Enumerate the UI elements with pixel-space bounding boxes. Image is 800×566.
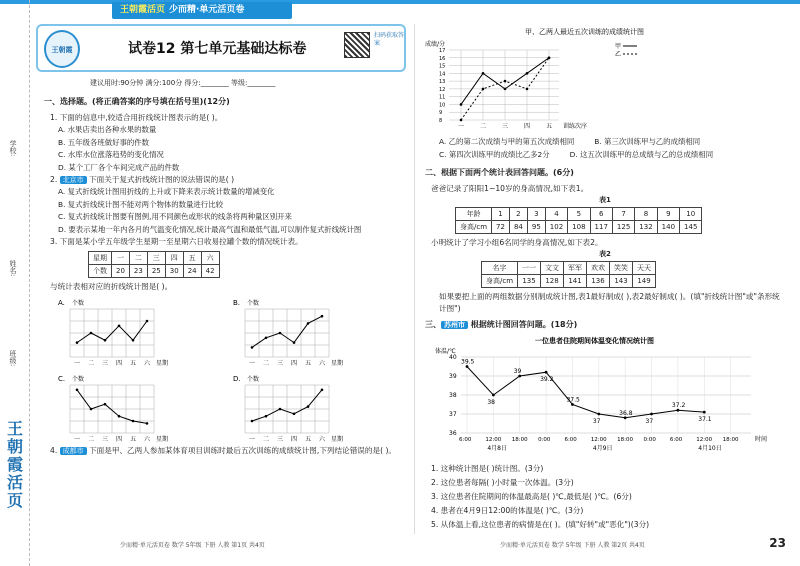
table1-row-cell: 125: [612, 221, 634, 234]
chart2-xlabel: 时间: [755, 436, 768, 443]
chart2-point: [677, 409, 680, 412]
school-label: 学校:: [9, 140, 17, 157]
table1-header-cell: 7: [612, 208, 634, 221]
chart1-legend: 乙: [615, 51, 622, 58]
chart2-point: [624, 416, 627, 419]
sec3-question-1: 1. 这种统计图是( )统计图。(3分): [431, 464, 544, 473]
chart-option-tick: 三: [277, 360, 284, 367]
q3-row-cell: 个数: [89, 265, 112, 278]
table1-row-cell: 108: [568, 221, 590, 234]
sec3-question-2: 2. 这位患者每隔( )小时量一次体温。(3分): [431, 478, 574, 487]
left-column: [44, 96, 409, 457]
q4-options-row1: [439, 136, 785, 149]
q1-option-b: B. 五年级各班做好事的件数: [58, 137, 150, 147]
binding-sidebar: [0, 0, 30, 566]
chart1-point: [460, 119, 463, 122]
table1-header-cell: 8: [635, 208, 657, 221]
chart-option-point: [321, 389, 324, 392]
chart2-point: [545, 371, 548, 374]
q2-city-tag: 北京市: [60, 176, 87, 184]
chart-option-point: [265, 337, 268, 340]
table1-header-cell: 年龄: [456, 208, 492, 221]
chart2-xtick: 6:00: [669, 437, 683, 443]
q4-text: 下面是甲、乙两人参加某体育项目训练时最后五次训练的成绩统计图,下列结论错误的是( )。: [89, 446, 396, 455]
chart-option-point: [118, 415, 121, 418]
chart-option-tick: 三: [102, 436, 109, 443]
chart2-xtick: 0:00: [538, 437, 551, 443]
table1-row-cell: 身高/cm: [456, 221, 492, 234]
chart2-point: [466, 365, 469, 368]
chart2-xtick: 18:00: [722, 437, 739, 443]
chart-option-tick: 六: [319, 436, 326, 443]
chart-option-point: [293, 413, 296, 416]
q3-row-cell: 20: [112, 265, 130, 278]
chart2-title: 一位患者住院期间体温变化情况统计图: [535, 337, 654, 345]
chart2-point: [571, 403, 574, 406]
chart2-xtick: 6:00: [564, 437, 577, 443]
q3-header-cell: 四: [165, 252, 183, 265]
chart2-data-label: 37: [645, 418, 654, 425]
chart-option-tick: 一: [249, 360, 256, 367]
q3-header-cell: 二: [129, 252, 147, 265]
chart-option-tick: 三: [102, 360, 109, 367]
chart1-xlabel: 训练次序: [563, 123, 588, 130]
q4-city-tag: 成都市: [60, 447, 87, 455]
chart2-point: [492, 394, 495, 397]
q4-option-a: A. 乙的第二次成绩与甲的第五次成绩相同: [439, 137, 575, 146]
chart-option-point: [104, 339, 107, 342]
q1-option-a: A. 水果店卖出各种水果的数量: [58, 125, 157, 134]
table2-header-cell: 文文: [541, 262, 564, 275]
table2-row-cell: 141: [564, 275, 587, 288]
chart1-point: [482, 88, 485, 91]
brand-badge: 王朝霞: [44, 30, 80, 68]
chart2-data-label: 38: [487, 399, 496, 406]
q3-table-row: [89, 265, 220, 278]
chart2-data-label: 39.2: [540, 376, 554, 384]
table1-header-cell: 9: [657, 208, 679, 221]
chart2-line: [467, 367, 704, 418]
sec3-city-tag: 苏州市: [441, 321, 468, 329]
section-2-mid: 小明统计了学习小组6名同学的身高情况,如下表2。: [431, 238, 603, 247]
sec3-question-3: 3. 这位患者住院期间的体温最高是( )℃,最低是( )℃。(6分): [431, 492, 632, 501]
table1-header-cell: 3: [527, 208, 545, 221]
qr-caption: 扫码获取答案: [374, 32, 405, 47]
table1-header-cell: 1: [492, 208, 510, 221]
chart1-ytick: 12: [439, 86, 446, 93]
table1-row-cell: 140: [657, 221, 679, 234]
q3-answer-charts: [44, 293, 404, 443]
q2-option-c: C. 复式折线统计图要有图例,用不同颜色或形状的线条将两种量区别开来: [58, 212, 292, 221]
chart2-day-label: 4月10日: [698, 445, 722, 452]
brand-logo-vertical: 王朝霞活页: [6, 419, 23, 510]
chart1-ytick: 8: [439, 118, 443, 124]
section-2-title: 二、根据下面两个统计表回答问题。(6分): [425, 168, 574, 177]
q3-row-cell: 30: [165, 265, 183, 278]
class-label: 班级:: [9, 350, 17, 367]
chart-option-tick: 四: [291, 436, 298, 443]
chart-option-xlabel: 星期: [331, 360, 344, 367]
question-1: 1. 下面的信息中,较适合用折线统计图表示的是( )。: [50, 113, 223, 122]
exam-header: [36, 24, 406, 72]
chart-option-point: [146, 422, 149, 425]
chart-option-label: C.: [58, 375, 66, 383]
chart-option-tick: 三: [277, 436, 284, 443]
chart-option-point: [307, 322, 310, 325]
table1-row-cell: 132: [635, 221, 657, 234]
table1-header-cell: 5: [568, 208, 590, 221]
q3-header-cell: 五: [183, 252, 201, 265]
chart-option-point: [251, 346, 254, 349]
table1-row-cell: 145: [680, 221, 702, 234]
chart-option-point: [90, 408, 93, 411]
chart1-point: [504, 80, 507, 83]
q4-option-b: B. 第三次训练甲与乙的成绩相同: [594, 137, 701, 146]
chart-option-tick: 一: [249, 436, 256, 443]
table2-row-cell: 149: [633, 275, 656, 288]
table1-header-cell: 2: [509, 208, 527, 221]
table2-title: 表2: [599, 250, 611, 258]
chart-option-label: D.: [233, 375, 241, 383]
chart-option-tick: 五: [130, 436, 137, 443]
table2-header: [482, 262, 656, 275]
section-2-question: 如果要把上面的两组数据分别制成统计图,表1最好制成( ),表2最好制成( )。(填"折线统计图"或"条形统计图"): [439, 292, 780, 313]
chart-option-tick: 二: [88, 436, 95, 443]
table2-header-cell: 军军: [564, 262, 587, 275]
right-column: [425, 24, 785, 532]
qr-code-icon[interactable]: [344, 32, 370, 58]
chart1-point: [548, 56, 551, 59]
q4-options-row2: [439, 149, 785, 162]
question-2: 2. 北京市 下面关于复式折线统计图的说法错误的是( ): [50, 175, 235, 184]
chart1-ytick: 11: [439, 94, 446, 101]
table2-header-cell: 名字: [482, 262, 518, 275]
table1-row-cell: 84: [509, 221, 527, 234]
table2-header-cell: 一一: [518, 262, 541, 275]
chart-option-tick: 五: [305, 360, 312, 367]
chart2-point: [650, 413, 653, 416]
table2-header-cell: 天天: [633, 262, 656, 275]
chart2-xtick: 12:00: [696, 437, 713, 443]
q2-option-b: B. 复式折线统计图不能对两个物体的数量进行比较: [58, 199, 223, 209]
section-1-title: 一、选择题。(将正确答案的序号填在括号里)(12分): [44, 97, 230, 106]
name-label: 姓名:: [9, 260, 17, 277]
q3-table: [88, 251, 220, 278]
chart-option-tick: 二: [88, 360, 95, 367]
question-3: 3. 下面是某小学五年级学生星期一至星期六日收易拉罐个数的情况统计表。: [50, 237, 303, 246]
chart2-ylabel: 体温/℃: [435, 348, 456, 355]
chart-option-label: B.: [233, 299, 241, 307]
q2-text: 下面关于复式折线统计图的说法错误的是( ): [89, 175, 235, 184]
chart2-xtick: 12:00: [590, 437, 607, 443]
chart2-data-label: 39.5: [461, 358, 475, 366]
chart1-legend: 甲: [615, 43, 622, 50]
table2: [481, 261, 656, 288]
chart1-xtick: 一: [458, 123, 465, 130]
chart2-xtick: 18:00: [617, 437, 634, 443]
footer-right: 少而精·单元活页卷 数学 5年级 下册 人教 第2页 共4页: [500, 542, 645, 549]
sec3-question-5: 5. 从体温上看,这位患者的病情是在( )。(填"好转"或"恶化")(3分): [431, 520, 650, 529]
chart-option-label: A.: [58, 299, 65, 307]
table2-header-cell: 笑笑: [610, 262, 633, 275]
training-chart: [425, 24, 645, 134]
chart1-ytick: 9: [439, 110, 443, 117]
chart1-ylabel: 成绩/分: [425, 41, 446, 48]
table2-row-cell: 128: [541, 275, 564, 288]
chart2-xtick: 6:00: [459, 437, 472, 443]
q4-option-d: D. 这五次训练甲的总成绩与乙的总成绩相同: [569, 149, 714, 159]
chart1-point: [482, 72, 485, 75]
chart1-point: [460, 103, 463, 106]
chart2-data-label: 37.1: [698, 416, 712, 424]
chart-option-tick: 六: [319, 360, 326, 367]
chart-option-unit: 个数: [72, 300, 85, 307]
q3-row-cell: 25: [147, 265, 165, 278]
chart-option-point: [279, 332, 282, 335]
section-3-number: 三、: [425, 320, 441, 329]
chart2-ytick: 40: [449, 354, 457, 361]
question-4: 4. 成都市 下面是甲、乙两人参加某体育项目训练时最后五次训练的成绩统计图,下列结论错误的是( )。: [50, 446, 396, 455]
chart-option-tick: 一: [74, 436, 81, 443]
q3-row-cell: 42: [201, 265, 219, 278]
table1-row-cell: 95: [527, 221, 545, 234]
brand-series: 少而精·单元活页卷: [169, 5, 245, 15]
chart2-ytick: 39: [449, 373, 457, 380]
table2-row: [482, 275, 656, 288]
chart-option-tick: 二: [263, 436, 270, 443]
sec3-question-4: 4. 患者在4月9日12:00的体温是( )℃。(3分): [431, 506, 584, 515]
q3-header-cell: 一: [112, 252, 130, 265]
chart2-day-label: 4月9日: [592, 445, 613, 452]
q2-option-d: D. 要表示某地一年内各月的气温变化情况,统计最高气温和最低气温,可以制作复式折线统计图: [58, 224, 362, 234]
chart-option-point: [307, 405, 310, 408]
chart2-point: [597, 413, 600, 416]
table2-header-cell: 欢欢: [587, 262, 610, 275]
chart2-data-label: 39: [513, 368, 522, 375]
q1-option-d: D. 某个工厂各个车间完成产品的件数: [58, 162, 180, 172]
chart-option-point: [251, 420, 254, 423]
exam-title: 试卷12 第七单元基础达标卷: [128, 41, 307, 57]
section-2-intro: 爸爸记录了阳阳1~10岁的身高情况,如下表1。: [431, 184, 589, 193]
chart1-ytick: 17: [439, 48, 446, 54]
chart-option-point: [293, 341, 296, 344]
chart-option-unit: 个数: [72, 376, 85, 383]
chart2-data-label: 36.8: [619, 409, 633, 417]
chart1-xtick: 三: [502, 123, 509, 130]
chart1-ytick: 15: [439, 63, 446, 70]
chart1-ytick: 16: [439, 55, 446, 62]
chart-option-tick: 四: [291, 360, 298, 367]
q2-option-a: A. 复式折线统计图用折线的上升或下降来表示统计数量的增减变化: [58, 187, 275, 196]
chart-option-tick: 四: [116, 360, 123, 367]
chart2-day-label: 4月8日: [487, 445, 508, 452]
chart-option-unit: 个数: [247, 376, 260, 383]
section-3-title: [425, 319, 785, 330]
table1-row-cell: 72: [492, 221, 510, 234]
chart1-title: 甲、乙两人最近五次训练的成绩统计图: [525, 28, 644, 36]
section-3-questions: [425, 462, 785, 532]
q3-header-cell: 三: [147, 252, 165, 265]
chart2-data-label: 37.5: [566, 396, 580, 404]
chart2-point: [703, 411, 706, 414]
q3-row-cell: 24: [183, 265, 201, 278]
chart1-point: [526, 88, 529, 91]
table2-row-cell: 143: [610, 275, 633, 288]
chart-option-tick: 一: [74, 360, 81, 367]
section-3-text: 根据统计图回答问题。(18分): [470, 320, 578, 329]
table2-row-cell: 135: [518, 275, 541, 288]
chart-option-tick: 六: [144, 360, 151, 367]
chart-option-point: [321, 315, 324, 318]
table1-row-cell: 117: [590, 221, 612, 234]
table1-header-cell: 4: [545, 208, 567, 221]
chart2-xtick: 12:00: [485, 437, 502, 443]
chart-option-xlabel: 星期: [156, 436, 169, 443]
chart-option-point: [76, 389, 79, 392]
chart2-data-label: 37.2: [671, 402, 686, 410]
chart2-ytick: 38: [449, 392, 457, 399]
chart1-point: [526, 72, 529, 75]
q3-tail: 与统计表相对应的折线统计图是( )。: [50, 282, 173, 291]
page-number: 23: [769, 536, 786, 550]
chart-option-point: [132, 420, 135, 423]
column-divider: [414, 24, 415, 534]
q4-option-c: C. 第四次训练甲的成绩比乙多2分: [439, 149, 550, 159]
chart-option-point: [265, 415, 268, 418]
chart1-xtick: 四: [524, 123, 531, 130]
chart2-point: [518, 375, 521, 378]
chart-option-tick: 四: [116, 436, 123, 443]
chart-option-point: [146, 320, 149, 323]
table1-row: [456, 221, 702, 234]
chart2-xtick: 0:00: [643, 437, 656, 443]
chart-option-tick: 五: [130, 360, 137, 367]
chart-option-point: [90, 332, 93, 335]
chart1-point: [504, 88, 507, 91]
table2-row-cell: 136: [587, 275, 610, 288]
table1: [455, 207, 702, 234]
chart-option-tick: 五: [305, 436, 312, 443]
q3-row-cell: 23: [129, 265, 147, 278]
chart-option-point: [104, 403, 107, 406]
table1-header-cell: 10: [680, 208, 702, 221]
chart-option-xlabel: 星期: [156, 360, 169, 367]
brand-bar: [112, 2, 292, 19]
chart-option-xlabel: 星期: [331, 436, 344, 443]
chart1-ytick: 13: [439, 79, 446, 86]
table1-row-cell: 102: [545, 221, 567, 234]
footer-left: 少而精·单元活页卷 数学 5年级 下册 人教 第1页 共4页: [120, 542, 265, 549]
chart2-ytick: 37: [449, 411, 457, 418]
chart2-xtick: 18:00: [511, 437, 528, 443]
chart-option-point: [279, 408, 282, 411]
table2-row-cell: 身高/cm: [482, 275, 518, 288]
exam-meta: 建议用时:90分钟 满分:100分 得分:________ 等级:________: [90, 79, 276, 87]
chart-option-point: [118, 325, 121, 328]
temperature-chart: [425, 335, 775, 460]
q3-header-cell: 星期: [89, 252, 112, 265]
q1-option-c: C. 水库水位涨落趋势的变化情况: [58, 150, 164, 159]
table1-title: 表1: [599, 196, 611, 204]
chart-option-tick: 二: [263, 360, 270, 367]
chart2-data-label: 37: [592, 418, 601, 425]
brand-name: 王朝霞活页: [120, 5, 166, 15]
chart-option-tick: 六: [144, 436, 151, 443]
chart2-ytick: 36: [449, 430, 457, 437]
q3-header-cell: 六: [201, 252, 219, 265]
chart-option-point: [132, 339, 135, 342]
chart1-ytick: 10: [439, 102, 446, 109]
table1-header-cell: 6: [590, 208, 612, 221]
chart1-ytick: 14: [439, 71, 446, 78]
chart-option-point: [76, 341, 79, 344]
chart-option-unit: 个数: [247, 300, 260, 307]
table1-header: [456, 208, 702, 221]
chart1-xtick: 二: [480, 123, 487, 130]
q3-table-header: [89, 252, 220, 265]
chart1-xtick: 五: [546, 123, 553, 130]
